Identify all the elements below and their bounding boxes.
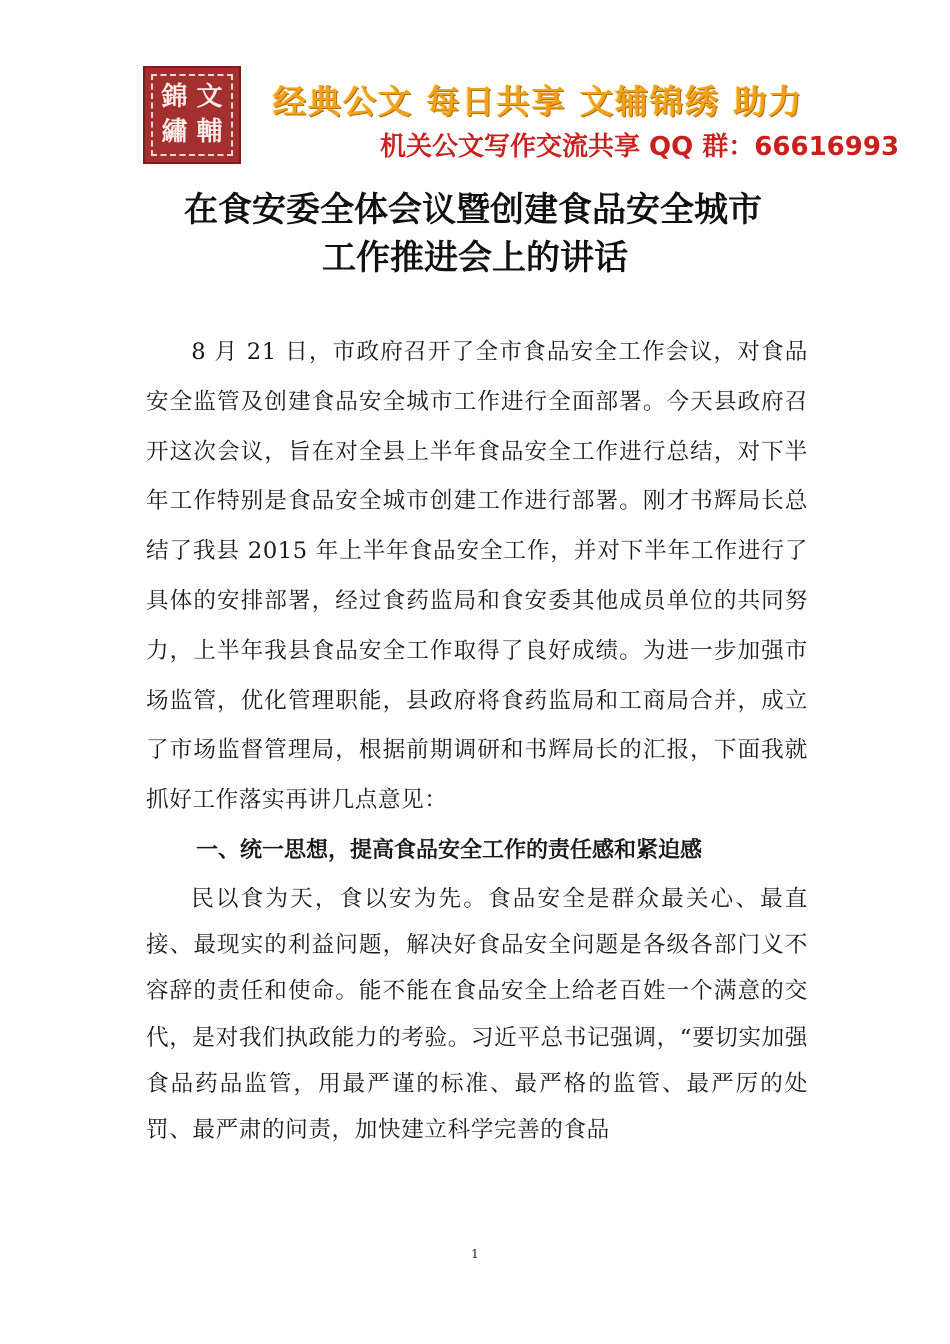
seal-char: 輔: [196, 117, 223, 147]
banner-group-info: 机关公文写作交流共享 QQ 群：66616993: [380, 132, 900, 162]
seal-logo: [143, 66, 241, 164]
page-number: 1: [471, 1247, 479, 1261]
document-title-line2: 工作推进会上的讲话: [322, 238, 628, 278]
document-title-line1: 在食安委全体会议暨创建食品安全城市: [184, 190, 762, 230]
section-heading: 一、统一思想，提高食品安全工作的责任感和紧迫感: [196, 837, 703, 863]
seal-char: 文: [196, 82, 223, 112]
header-banner: [143, 66, 950, 168]
seal-char: 繡: [161, 117, 188, 147]
seal-text: [157, 80, 227, 150]
paragraph: 民以食为天，食以安为先。食品安全是群众最关心、最直接、最现实的利益问题，解决好食品安全问题是各级各部门义不容辞的责任和使命。能不能在食品安全上给老百姓一个满意的交代，是对我们执政能力的考验。习近平总书记强调，“要切实加强食品药品监管，用最严谨的标准、最严格的监管、最严厉的处罚、最严肃的问责，加快建立科学完善的食品: [146, 885, 808, 1144]
paragraph: 8 月 21 日，市政府召开了全市食品安全工作会议，对食品安全监管及创建食品安全城市工作进行全面部署。今天县政府召开这次会议，旨在对全县上半年食品安全工作进行总结，对下半年工作特别是食品安全城市创建工作进行部署。刚才书辉局长总结了我县 2015 年上半年食品安全工作，并对下半年工作进行了具体的安排部署，经过食药监局和食安委其他成员单位的共同努力，上半年我县食品安全工作取得了良好成绩。为进一步加强市场监管，优化管理职能，县政府将食药监局和工商局合并，成立了市场监督管理局，根据前期调研和书辉局长的汇报，下面我就抓好工作落实再讲几点意见：: [146, 339, 808, 814]
banner-slogan: 经典公文 每日共享 文辅锦绣 助力: [273, 82, 804, 121]
seal-char: 錦: [161, 82, 188, 112]
document-body: [146, 328, 808, 1154]
